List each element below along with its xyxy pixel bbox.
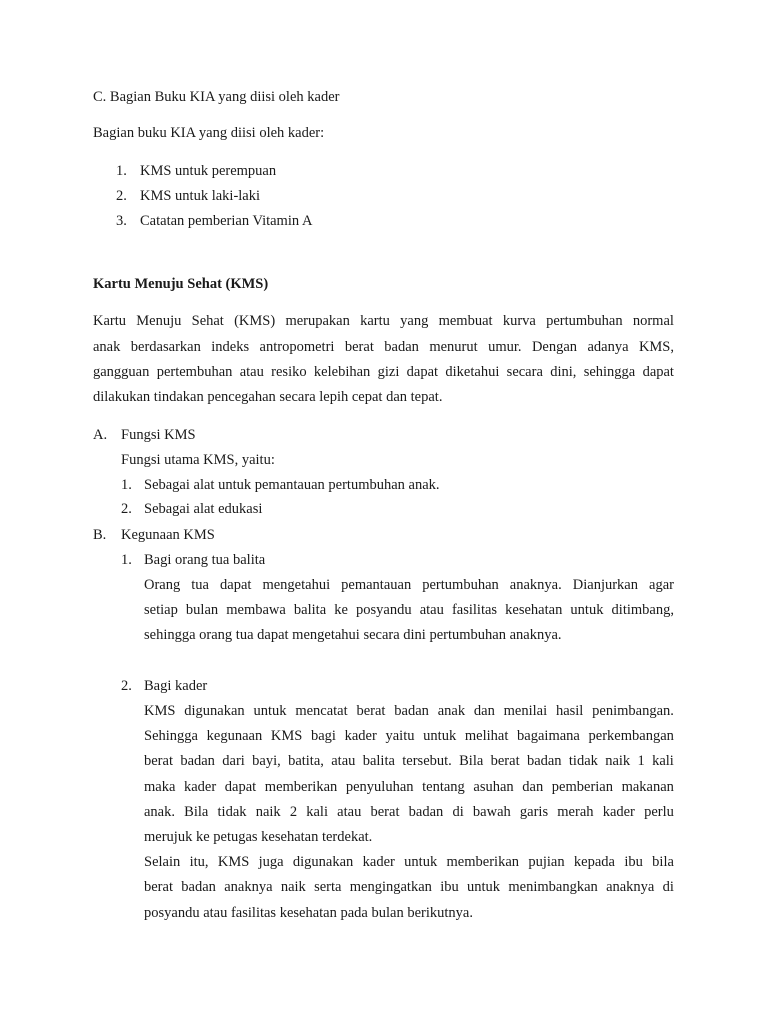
paragraph-line: Kartu Menuju Sehat (KMS) merupakan kartu yang membuat kurva pertumbuhan normal [93, 313, 674, 329]
list-item-number: 1. [121, 552, 132, 568]
paragraph-line: sehingga orang tua dapat mengetahui secara dini pertumbuhan anaknya. [144, 627, 562, 643]
kms-title: Kartu Menuju Sehat (KMS) [93, 276, 269, 292]
paragraph-line: dilakukan tindakan pencegahan secara lepih cepat dan tepat. [93, 389, 443, 405]
list-item-number: 1. [116, 163, 127, 179]
section-b-heading: Kegunaan KMS [121, 527, 215, 543]
paragraph-line: Sehingga kegunaan KMS bagi kader yaitu untuk melihat bagaimana perkembangan [144, 728, 674, 744]
paragraph-line: maka kader dapat memberikan penyuluhan tentang asuhan dan pemberian makanan [144, 779, 674, 795]
paragraph-line: anak. Bila tidak naik 2 kali atau berat badan di bawah garis merah kader perlu [144, 804, 674, 820]
section-a-letter: A. [93, 427, 108, 443]
paragraph-line: berat badan anaknya naik serta mengingatkan ibu untuk menimbangkan anaknya di [144, 879, 674, 895]
paragraph-line: Orang tua dapat mengetahui pemantauan pertumbuhan anaknya. Dianjurkan agar [144, 577, 674, 593]
paragraph-line: KMS digunakan untuk mencatat berat badan anak dan menilai hasil penimbangan. [144, 703, 674, 719]
list-item: KMS untuk perempuan [140, 163, 277, 179]
section-a-heading: Fungsi KMS [121, 427, 196, 443]
paragraph-line: berat badan dari bayi, batita, atau balita tersebut. Bila berat badan tidak naik 1 kali [144, 753, 674, 769]
list-item: Sebagai alat untuk pemantauan pertumbuhan anak. [144, 477, 440, 493]
paragraph-line: Selain itu, KMS juga digunakan kader untuk memberikan pujian kepada ibu bila [144, 854, 674, 870]
paragraph-line: setiap bulan membawa balita ke posyandu atau fasilitas kesehatan untuk ditimbang, [144, 602, 674, 618]
list-item-number: 2. [121, 678, 132, 694]
subsection-title: Bagi orang tua balita [144, 552, 266, 568]
paragraph-line: gangguan pertembuhan atau resiko kelebihan gizi dapat diketahui secara dini, sehingga dapat [93, 364, 674, 380]
list-item-number: 2. [116, 188, 127, 204]
paragraph-line: anak berdasarkan indeks antropometri berat badan menurut umur. Dengan adanya KMS, [93, 339, 674, 355]
list-item-number: 3. [116, 213, 127, 229]
list-item: Sebagai alat edukasi [144, 501, 263, 517]
section-b-letter: B. [93, 527, 107, 543]
list-item-number: 2. [121, 501, 132, 517]
subsection-title: Bagi kader [144, 678, 208, 694]
section-c-intro: Bagian buku KIA yang diisi oleh kader: [93, 125, 325, 141]
section-c-heading: C. Bagian Buku KIA yang diisi oleh kader [93, 89, 340, 105]
list-item: Catatan pemberian Vitamin A [140, 213, 313, 229]
paragraph-line: merujuk ke petugas kesehatan terdekat. [144, 829, 373, 845]
section-a-intro: Fungsi utama KMS, yaitu: [121, 452, 275, 468]
paragraph-line: posyandu atau fasilitas kesehatan pada bulan berikutnya. [144, 905, 473, 921]
list-item: KMS untuk laki-laki [140, 188, 261, 204]
list-item-number: 1. [121, 477, 132, 493]
